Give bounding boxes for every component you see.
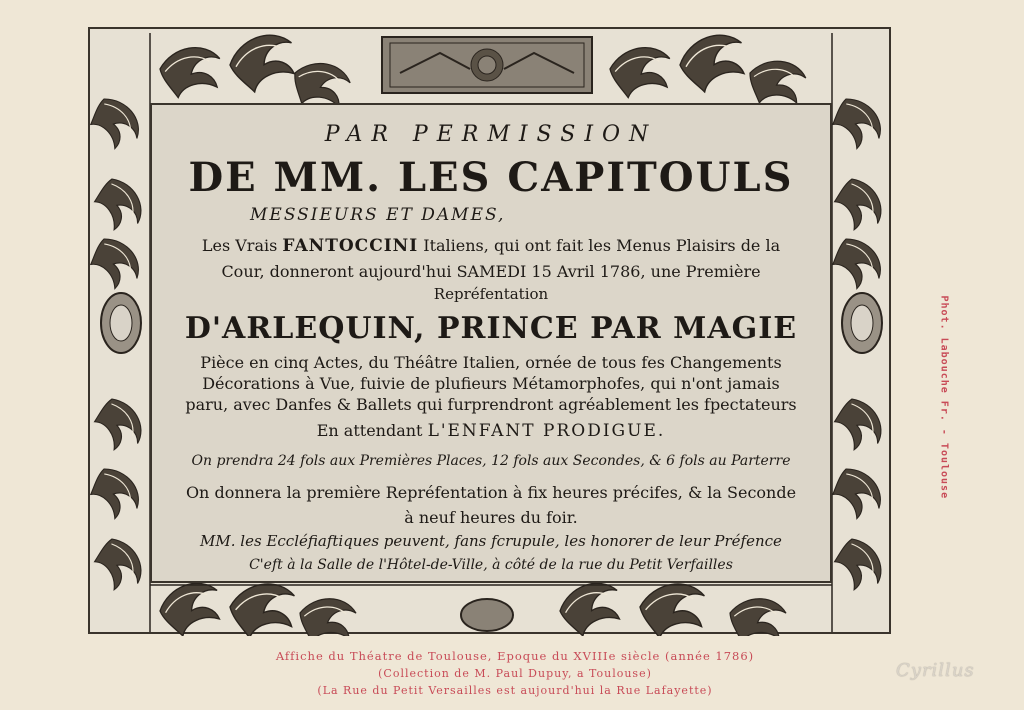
text-line-date: Cour, donneront aujourd'hui SAMEDI 15 Avril 1786, une Première (221, 262, 761, 281)
text-line-venue: C'eft à la Salle de l'Hôtel-de-Ville, à côté de la rue du Petit Verfailles (249, 557, 733, 573)
text-line-times-1: On donnera la première Repréfentation à fix heures précifes, & la Seconde (185, 483, 797, 502)
play-title: D'ARLEQUIN, PRINCE PAR MAGIE (184, 311, 798, 346)
caption-line-1: Affiche du Théatre de Toulouse, Epoque du XVIIIe siècle (année 1786) (275, 649, 755, 663)
text-line-representation: Repréfentation (433, 285, 549, 303)
text-line-fantoccini (150, 236, 832, 256)
text-fragment: Les Vrais (201, 236, 283, 255)
text-line-description-3: paru, avec Danfes & Ballets qui furprendront agréablement les fpectateurs (185, 395, 797, 414)
text-fragment: En attendant (316, 421, 428, 440)
text-line-times-2: à neuf heures du foir. (404, 508, 578, 527)
text-line-clergy: MM. les Eccléfiaftiques peuvent, fans fcrupule, les honorer de leur Préfence (200, 532, 782, 550)
text-line-prices: On prendra 24 fols aux Premières Places, 12 fols aux Secondes, & 6 fols au Parterre (191, 453, 791, 469)
text-fragment: Italiens, qui ont fait les Menus Plaisirs de la (418, 236, 781, 255)
photo-credit (936, 295, 952, 528)
signature: Cyrillus (896, 660, 975, 681)
caption-line-3: (La Rue du Petit Versailles est aujourd'hui la Rue Lafayette) (317, 684, 713, 697)
heading-capitouls: DE MM. LES CAPITOULS (188, 154, 794, 201)
text-line-description-2: Décorations à Vue, fuivie de plufieurs Métamorphofes, qui n'ont jamais (202, 374, 780, 393)
caption-line-2: (Collection de M. Paul Dupuy, a Toulouse) (378, 667, 652, 680)
heading-permission: PAR PERMISSION (324, 122, 658, 147)
salutation: MESSIEURS ET DAMES, (250, 205, 506, 225)
text-line-description-1: Pièce en cinq Actes, du Théâtre Italien, ornée de tous fes Changements (200, 353, 782, 372)
fantoccini-word: FANTOCCINI (282, 236, 419, 256)
photo-credit-text: Phot. Labouche Fr. - Toulouse (938, 295, 950, 500)
text-line-prodigue (150, 421, 832, 441)
enfant-prodigue-title: L'ENFANT PRODIGUE. (427, 421, 666, 441)
